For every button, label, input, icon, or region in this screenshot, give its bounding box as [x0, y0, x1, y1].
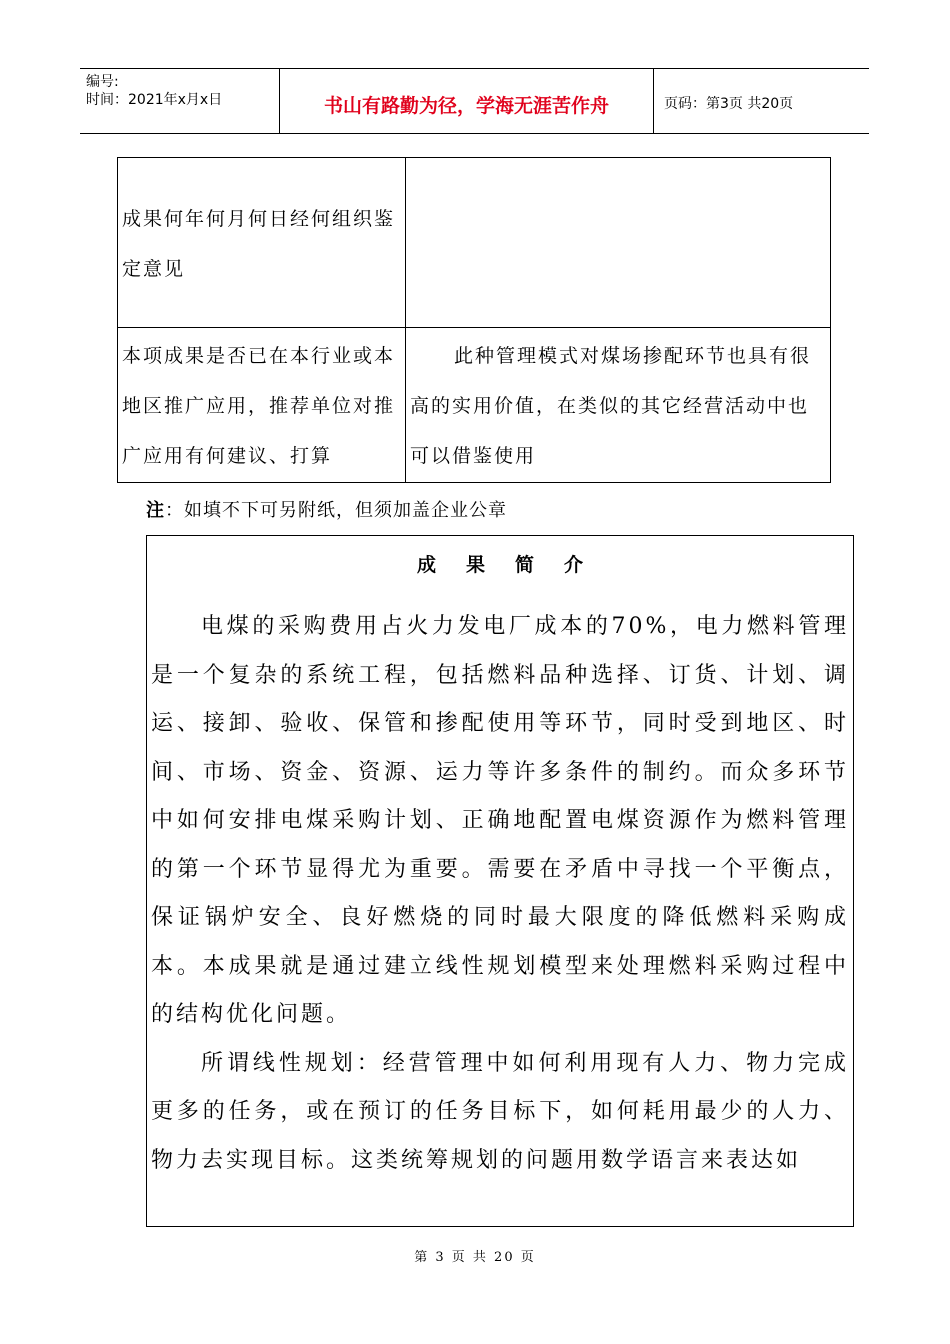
- form-note: [146, 497, 507, 525]
- appraisal-value: [406, 158, 831, 328]
- summary-body: [147, 603, 853, 1185]
- table-row: [118, 158, 831, 328]
- summary-paragraph: 电煤的采购费用占火力发电厂成本的70%，电力燃料管理是一个复杂的系统工程，包括燃料品种选择、订货、计划、调运、接卸、验收、保管和掺配使用等环节，同时受到地区、时间、市场、资金、资源、运力等许多条件的制约。而众多环节中如何安排电煤采购计划、正确地配置电煤资源作为燃料管理的第一个环节显得尤为重要。需要在矛盾中寻找一个平衡点，保证锅炉安全、良好燃烧的同时最大限度的降低燃料采购成本。本成果就是通过建立线性规划模型来处理燃料采购过程中的结构优化问题。: [151, 614, 849, 1027]
- info-table: [117, 157, 831, 483]
- header-page-info: 页码：第3页 共20页: [664, 96, 794, 112]
- summary-paragraph: 所谓线性规划：经营管理中如何利用现有人力、物力完成更多的任务，或在预订的任务目标下，如何耗用最少的人力、物力去实现目标。这类统筹规划的问题用数学语言来表达如: [151, 1050, 849, 1173]
- document-number-label: 编号:: [86, 74, 119, 90]
- promotion-label: 本项成果是否已在本行业或本地区推广应用，推荐单位对推广应用有何建议、打算: [118, 328, 406, 483]
- note-text: ：如填不下可另附纸，但须加盖企业公章: [165, 500, 507, 521]
- page-header: [80, 68, 869, 134]
- document-date: 时间：2021年x月x日: [86, 92, 223, 108]
- header-slogan: 书山有路勤为径，学海无涯苦作舟: [280, 69, 654, 133]
- summary-box: [146, 535, 854, 1227]
- page-footer: 第 3 页 共 20 页: [414, 1250, 536, 1265]
- header-meta: [80, 69, 280, 133]
- note-label: 注: [146, 500, 165, 521]
- promotion-cell: [406, 328, 831, 483]
- summary-title: 成果简介: [416, 554, 613, 576]
- promotion-value: 此种管理模式对煤场掺配环节也具有很高的实用价值，在类似的其它经营活动中也可以借鉴使用: [410, 345, 812, 467]
- appraisal-label: 成果何年何月何日经何组织鉴定意见: [118, 158, 406, 328]
- table-row: [118, 328, 831, 483]
